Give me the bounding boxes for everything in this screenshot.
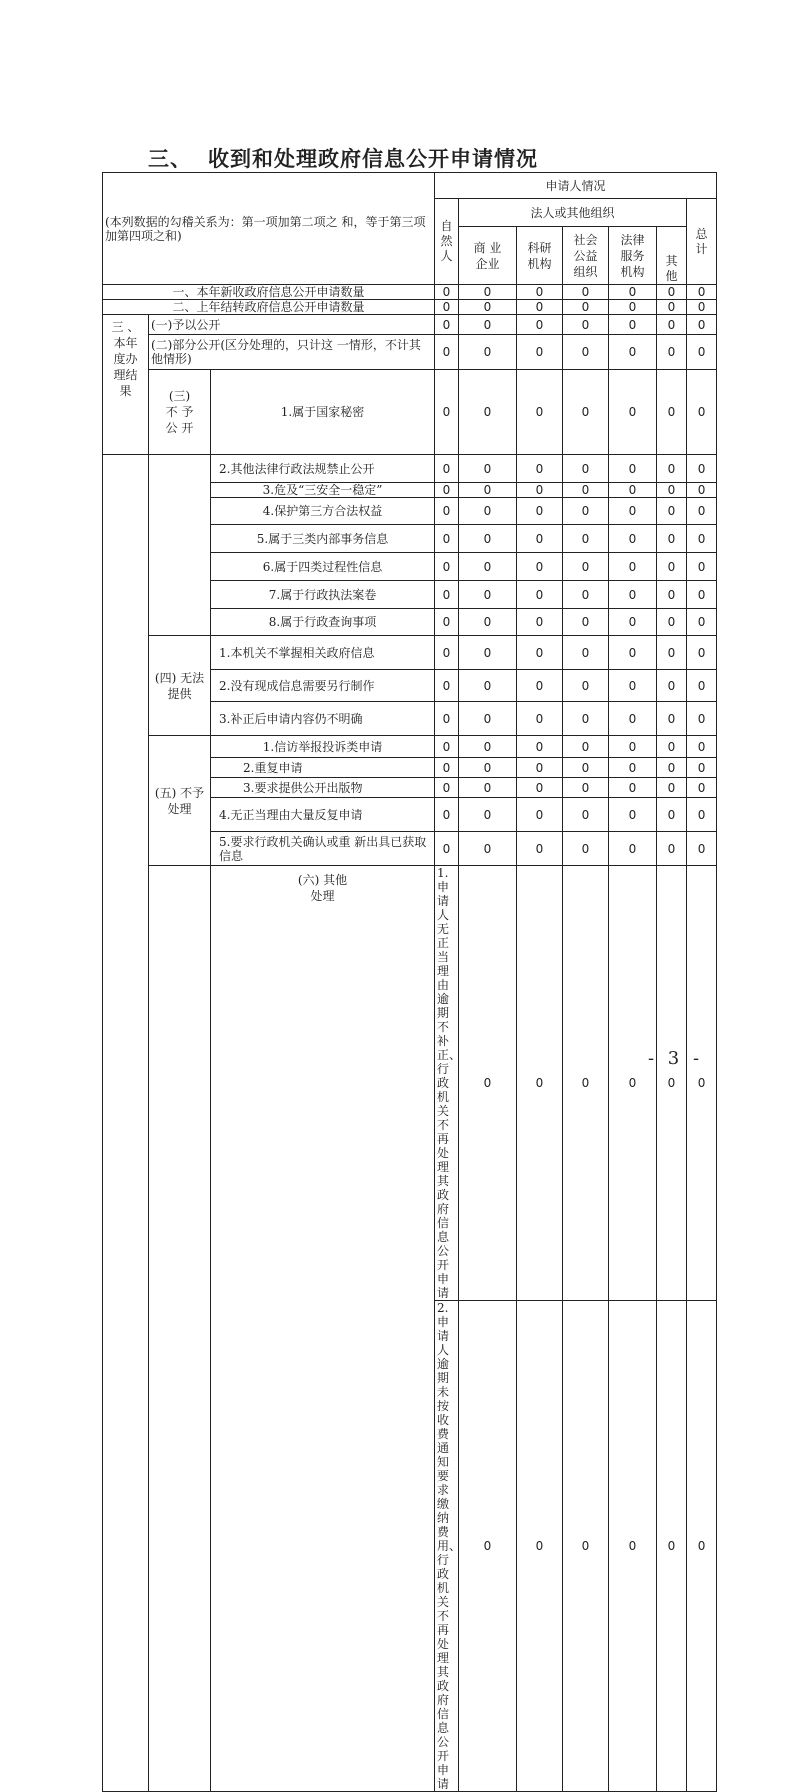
cell-value: 0: [459, 553, 517, 581]
cell-value: 0: [657, 525, 687, 553]
cell-value: 0: [435, 455, 459, 483]
cell-value: 0: [459, 300, 517, 315]
cell-value: 0: [459, 736, 517, 758]
cell-value: 0: [609, 525, 657, 553]
cell-value: 0: [563, 702, 609, 736]
cell-value: 0: [563, 670, 609, 702]
cell-value: 0: [657, 285, 687, 300]
cell-value: 0: [435, 370, 459, 455]
cell-value: 0: [459, 1301, 517, 1792]
header-research: 科研 机构: [517, 227, 563, 285]
cell-value: 0: [563, 798, 609, 832]
row-label: 6.属于四类过程性信息: [211, 553, 435, 581]
row-label: 3.危及“三安全一稳定”: [211, 483, 435, 498]
deny-label: (三) 不 予 公 开: [149, 370, 211, 455]
cell-value: 0: [609, 370, 657, 455]
cell-value: 0: [657, 736, 687, 758]
cell-value: 0: [687, 370, 717, 455]
section-title-text: 收到和处理政府信息公开申请情况: [208, 147, 538, 171]
header-total: 总计: [687, 199, 717, 285]
page-number: - 3 -: [648, 1048, 704, 1069]
table-row: [103, 300, 717, 315]
cell-value: 0: [459, 832, 517, 866]
header-legal-service: 法律 服务 机构: [609, 227, 657, 285]
cell-value: 0: [687, 300, 717, 315]
cell-value: 0: [687, 636, 717, 670]
cell-value: 0: [657, 315, 687, 335]
table-row: [103, 866, 717, 1301]
cell-value: 0: [609, 483, 657, 498]
cell-value: 0: [517, 736, 563, 758]
cell-value: 0: [517, 315, 563, 335]
cell-value: 0: [657, 553, 687, 581]
table-row: [103, 335, 717, 370]
cell-value: 0: [687, 609, 717, 636]
cell-value: 0: [687, 285, 717, 300]
cell-value: 0: [459, 798, 517, 832]
cell-value: 0: [517, 832, 563, 866]
cell-value: 0: [435, 670, 459, 702]
results-label: 三 、 本年 度办 理结 果: [103, 315, 149, 455]
cell-value: 0: [435, 798, 459, 832]
cell-value: 0: [517, 285, 563, 300]
cell-value: 0: [563, 335, 609, 370]
header-applicant: 申请人情况: [435, 173, 717, 199]
cell-value: 0: [435, 702, 459, 736]
cell-value: 0: [517, 553, 563, 581]
cell-value: 0: [657, 498, 687, 525]
cell-value: 0: [657, 702, 687, 736]
row-label: 3.补正后申请内容仍不明确: [211, 702, 435, 736]
cell-value: 0: [609, 300, 657, 315]
cell-value: 0: [687, 702, 717, 736]
cell-value: 0: [459, 702, 517, 736]
row-label: (一)予以公开: [149, 315, 435, 335]
cell-value: 0: [687, 525, 717, 553]
cell-value: 0: [435, 315, 459, 335]
cell-value: 0: [517, 702, 563, 736]
cell-value: 0: [435, 736, 459, 758]
cell-value: 0: [435, 285, 459, 300]
cell-value: 0: [687, 798, 717, 832]
cell-value: 0: [459, 636, 517, 670]
cell-value: 0: [435, 832, 459, 866]
cell-value: 0: [687, 832, 717, 866]
cell-value: 0: [459, 315, 517, 335]
cell-value: 0: [687, 758, 717, 778]
results-label-end: [149, 866, 211, 1792]
other-process-label: (六) 其他处理: [211, 866, 435, 1792]
cell-value: 0: [563, 758, 609, 778]
results-label-continued: [103, 455, 149, 1792]
cell-value: 0: [657, 832, 687, 866]
row-label: 1.信访举报投诉类申请: [211, 736, 435, 758]
not-process-label: (五) 不予处理: [149, 736, 211, 866]
cell-value: 0: [563, 285, 609, 300]
cell-value: 0: [517, 300, 563, 315]
cell-value: 0: [563, 832, 609, 866]
cell-value: 0: [657, 636, 687, 670]
cell-value: 0: [687, 553, 717, 581]
header-natural: 自然人: [435, 199, 459, 285]
cell-value: 0: [435, 778, 459, 798]
cell-value: 0: [687, 483, 717, 498]
cell-value: 0: [687, 866, 717, 1301]
cell-value: 0: [517, 778, 563, 798]
cell-value: 0: [687, 498, 717, 525]
cell-value: 0: [459, 778, 517, 798]
cell-value: 0: [609, 315, 657, 335]
row-label: 2.重复申请: [211, 758, 435, 778]
cell-value: 0: [609, 455, 657, 483]
cell-value: 0: [517, 636, 563, 670]
cell-value: 0: [687, 455, 717, 483]
cell-value: 0: [657, 758, 687, 778]
cell-value: 0: [563, 866, 609, 1301]
cell-value: 0: [517, 581, 563, 609]
cell-value: 0: [517, 335, 563, 370]
cell-value: 0: [459, 670, 517, 702]
table-row: [103, 636, 717, 670]
cell-value: 0: [609, 609, 657, 636]
cell-value: 0: [563, 498, 609, 525]
cell-value: 0: [435, 300, 459, 315]
cell-value: 0: [609, 670, 657, 702]
cell-value: 0: [459, 866, 517, 1301]
cell-value: 0: [609, 498, 657, 525]
cell-value: 0: [563, 300, 609, 315]
cell-value: 0: [517, 498, 563, 525]
row-label: 2.没有现成信息需要另行制作: [211, 670, 435, 702]
cell-value: 0: [459, 455, 517, 483]
cell-value: 0: [563, 553, 609, 581]
cell-value: 0: [459, 581, 517, 609]
row-label: 二、上年结转政府信息公开申请数量: [103, 300, 435, 315]
cell-value: 0: [687, 778, 717, 798]
row-label: 3.要求提供公开出版物: [211, 778, 435, 798]
row-label: 2.其他法律行政法规禁止公开: [211, 455, 435, 483]
cell-value: 0: [517, 1301, 563, 1792]
deny-label-continued: [149, 455, 211, 636]
cell-value: 0: [459, 525, 517, 553]
cell-value: 0: [563, 581, 609, 609]
cell-value: 0: [609, 1301, 657, 1792]
table-row: [103, 285, 717, 300]
header-social: 社会 公益 组织: [563, 227, 609, 285]
section-title: [148, 143, 538, 173]
cell-value: 0: [687, 670, 717, 702]
cell-value: 0: [517, 866, 563, 1301]
table-row: [103, 315, 717, 335]
cell-value: 0: [609, 335, 657, 370]
cell-value: 0: [459, 335, 517, 370]
cell-value: 0: [657, 483, 687, 498]
row-label: (二)部分公开(区分处理的，只计这 一情形，不计其他情形): [149, 335, 435, 370]
cell-value: 0: [517, 758, 563, 778]
cell-value: 0: [563, 609, 609, 636]
cell-value: 0: [563, 315, 609, 335]
row-label: 5.属于三类内部事务信息: [211, 525, 435, 553]
cell-value: 0: [435, 609, 459, 636]
cell-value: 0: [657, 866, 687, 1301]
cell-value: 0: [459, 758, 517, 778]
cell-value: 0: [657, 1301, 687, 1792]
unable-label: (四) 无法提供: [149, 636, 211, 736]
cell-value: 0: [459, 498, 517, 525]
row-label: 4.无正当理由大量反复申请: [211, 798, 435, 832]
cell-value: 0: [435, 335, 459, 370]
cell-value: 0: [459, 483, 517, 498]
section-number: 三、: [148, 147, 192, 171]
row-label: 1.本机关不掌握相关政府信息: [211, 636, 435, 670]
cell-value: 0: [563, 1301, 609, 1792]
header-legal: 法人或其他组织: [459, 199, 687, 227]
cell-value: 0: [609, 553, 657, 581]
cell-value: 0: [435, 636, 459, 670]
cell-value: 0: [657, 670, 687, 702]
cell-value: 0: [435, 553, 459, 581]
header-other: 其他: [657, 227, 687, 285]
cell-value: 0: [687, 581, 717, 609]
row-label: 4.保护第三方合法权益: [211, 498, 435, 525]
cell-value: 0: [517, 483, 563, 498]
cell-value: 0: [517, 370, 563, 455]
cell-value: 0: [435, 525, 459, 553]
row-label: 1.属于国家秘密: [211, 370, 435, 455]
cell-value: 0: [563, 736, 609, 758]
cell-value: 0: [657, 370, 687, 455]
cell-value: 0: [517, 609, 563, 636]
cell-value: 0: [609, 798, 657, 832]
row-label: 1.申请人无正当理由逾期不补正、行政机关不再处理其 政府信息公开申请: [435, 866, 459, 1301]
header-business: 商 业 企业: [459, 227, 517, 285]
cell-value: 0: [657, 609, 687, 636]
cell-value: 0: [609, 736, 657, 758]
cell-value: 0: [657, 778, 687, 798]
cell-value: 0: [435, 498, 459, 525]
cell-value: 0: [657, 300, 687, 315]
cell-value: 0: [657, 798, 687, 832]
cell-value: 0: [563, 778, 609, 798]
cell-value: 0: [657, 581, 687, 609]
cell-value: 0: [609, 832, 657, 866]
row-label: 一、本年新收政府信息公开申请数量: [103, 285, 435, 300]
row-label: 2.申请人逾期未按收费通 知要求缴纳费用、行政机关不 再处理其政府信息公开申请: [435, 1301, 459, 1792]
cell-value: 0: [517, 798, 563, 832]
table-row: [103, 736, 717, 758]
cell-value: 0: [687, 736, 717, 758]
cell-value: 0: [517, 525, 563, 553]
cell-value: 0: [687, 1301, 717, 1792]
cell-value: 0: [435, 483, 459, 498]
cell-value: 0: [609, 778, 657, 798]
cell-value: 0: [609, 636, 657, 670]
row-label: 7.属于行政执法案卷: [211, 581, 435, 609]
cell-value: 0: [687, 315, 717, 335]
cell-value: 0: [435, 581, 459, 609]
cell-value: 0: [563, 370, 609, 455]
row-label: 8.属于行政查询事项: [211, 609, 435, 636]
cell-value: 0: [563, 483, 609, 498]
cell-value: 0: [459, 285, 517, 300]
cell-value: 0: [517, 455, 563, 483]
cell-value: 0: [435, 758, 459, 778]
cell-value: 0: [459, 609, 517, 636]
cell-value: 0: [687, 335, 717, 370]
table-row: [103, 370, 717, 455]
cell-value: 0: [609, 866, 657, 1301]
cell-value: 0: [609, 285, 657, 300]
cell-value: 0: [609, 581, 657, 609]
cell-value: 0: [459, 370, 517, 455]
cell-value: 0: [657, 335, 687, 370]
application-table: [102, 172, 717, 1792]
cell-value: 0: [517, 670, 563, 702]
table-row: [103, 455, 717, 483]
cell-value: 0: [609, 702, 657, 736]
cell-value: 0: [563, 455, 609, 483]
cell-value: 0: [563, 525, 609, 553]
cell-value: 0: [563, 636, 609, 670]
cell-value: 0: [609, 758, 657, 778]
cell-value: 0: [657, 455, 687, 483]
row-label: 5.要求行政机关确认或重 新出具已获取信息: [211, 832, 435, 866]
header-note: (本列数据的勾稽关系为：第一项加第二项之 和，等于第三项加第四项之和): [103, 173, 435, 285]
